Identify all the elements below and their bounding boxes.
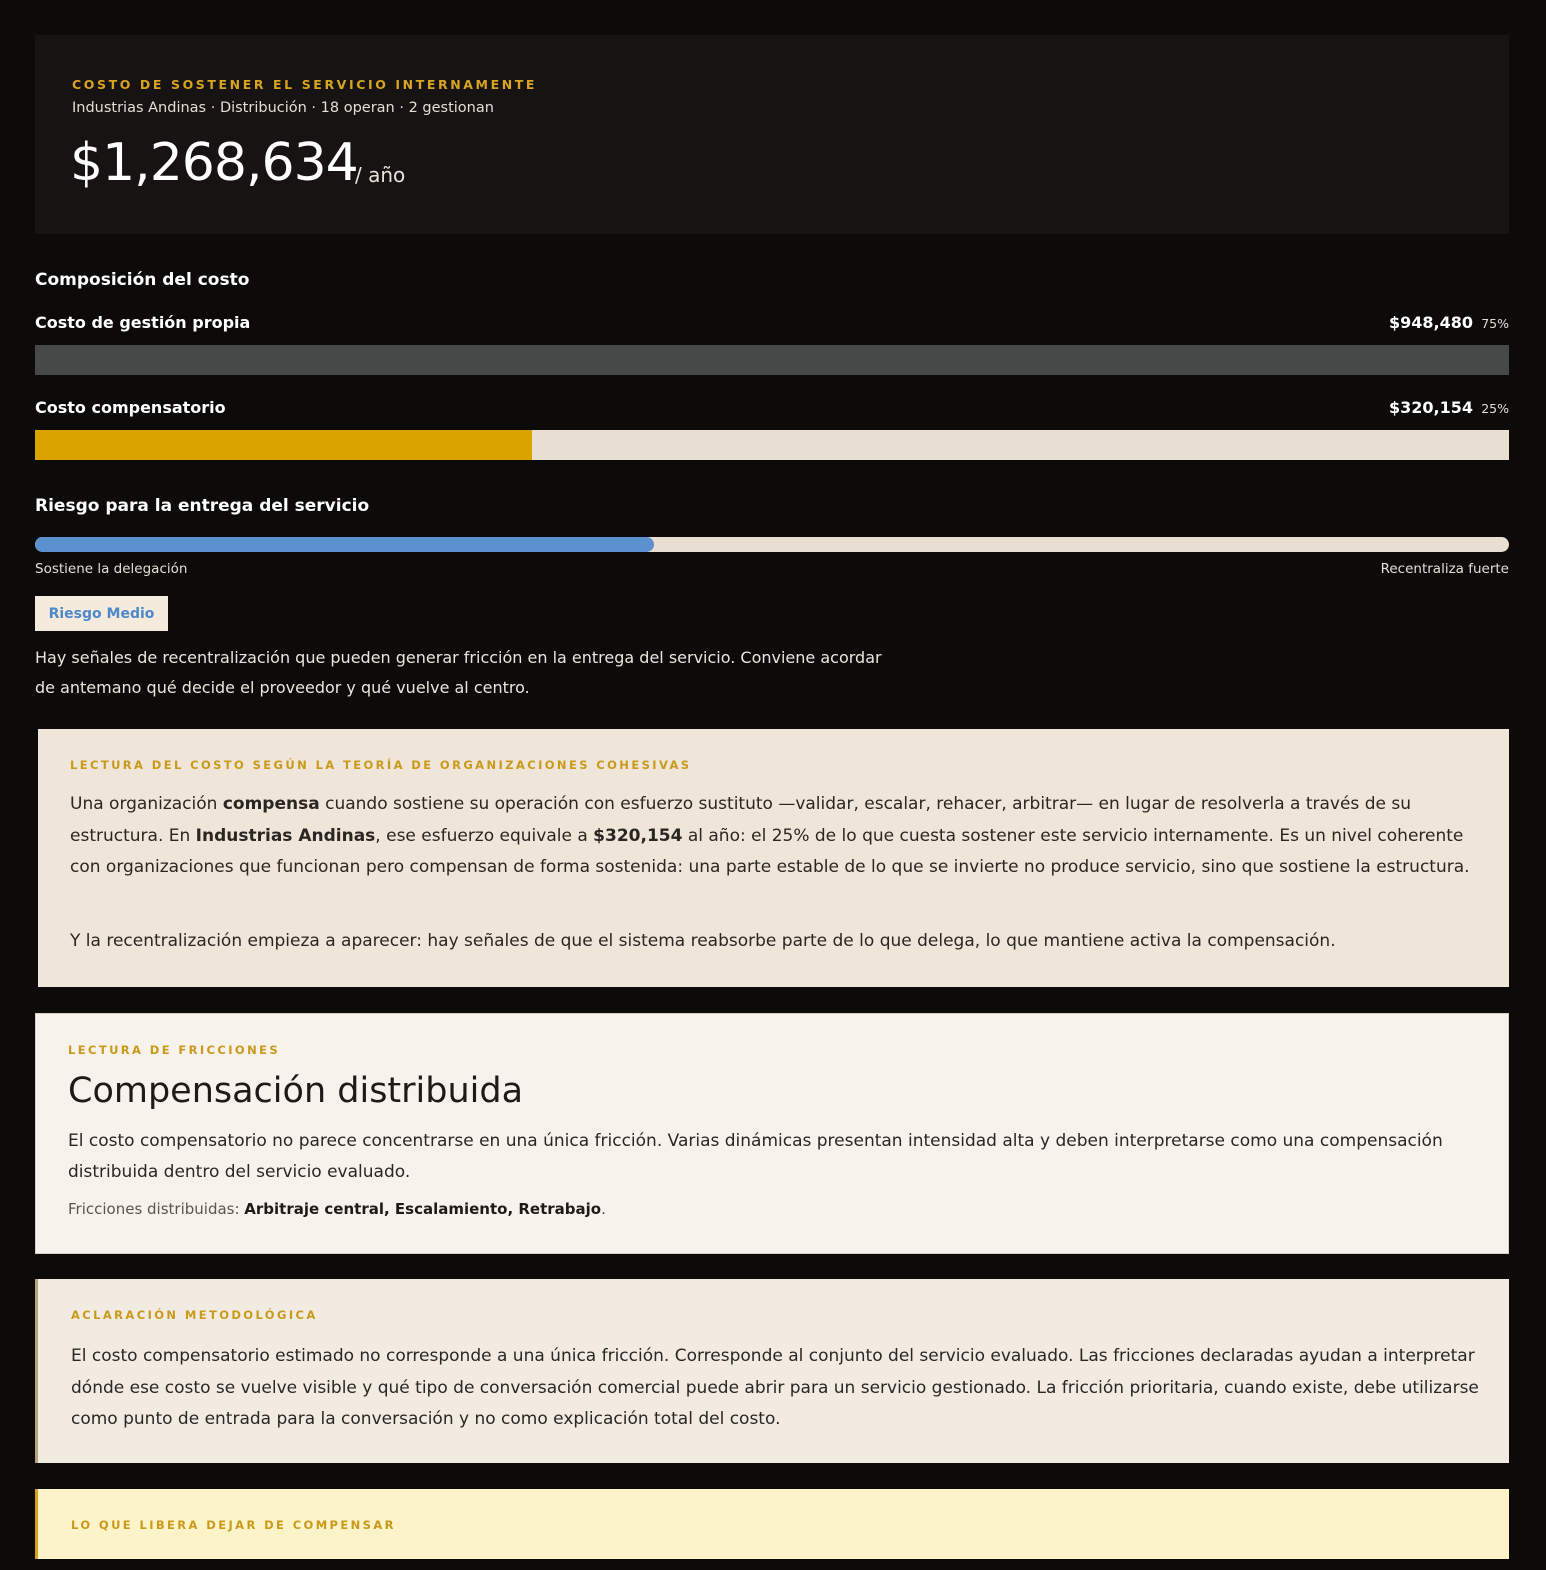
risk-right-label: Recentraliza fuerte [1380,561,1509,577]
frictions-title: Compensación distribuida [68,1071,524,1111]
compensatory-label: Costo compensatorio [35,398,226,417]
total-cost-amount: $1,268,634 [70,133,358,193]
risk-left-label: Sostiene la delegación [35,561,188,577]
frictions-card [35,1013,1509,1254]
methodology-card [35,1279,1509,1463]
methodology-eyebrow: ACLARACIÓN METODOLÓGICA [71,1308,318,1322]
compensatory-pct: 25% [1481,401,1509,416]
own-management-bar-fill [35,345,1509,375]
release-card [35,1489,1509,1559]
cost-summary-card [35,35,1509,234]
frictions-text: El costo compensatorio no parece concentrarse en una única fricción. Varias dinámicas presentan intensidad alta y deben interpretarse como una compensación distribuida dentro del servicio evaluado. [68,1131,1443,1182]
emphasis-amount: $320,154 [593,825,683,846]
emphasis-organization: Industrias Andinas [195,825,376,846]
text-segment: cuando sostiene su operación con esfuerzo sustituto —validar, escalar, rehacer, arbitrar— en lugar de resolverla a través de su estructura. En [70,794,1411,846]
text-segment: al año: el 25% de lo que cuesta sostener este servicio internamente. Es un nivel coherente con organizaciones que funcionan pero compensan de forma sostenida: una parte estable de lo que se invierte no produce servicio, sino que sostiene la estructura. [70,825,1470,877]
compensatory-bar [35,430,1509,460]
text-segment: . [601,1200,606,1218]
frictions-list [68,1200,606,1218]
risk-description: Hay señales de recentralización que pueden generar fricción en la entrega del servicio. Conviene acordar de antemano qué decide el proveedor y qué vuelve al centro. [35,648,882,697]
compensatory-bar-fill [35,430,532,460]
frictions-eyebrow: LECTURA DE FRICCIONES [68,1043,281,1057]
risk-title: Riesgo para la entrega del servicio [35,496,370,516]
compensatory-value: $320,154 [1388,398,1473,417]
text-segment: , ese esfuerzo equivale a [375,825,594,846]
release-eyebrow: LO QUE LIBERA DEJAR DE COMPENSAR [71,1518,396,1532]
summary-eyebrow: COSTO DE SOSTENER EL SERVICIO INTERNAMENTE [72,77,538,92]
risk-meter [35,537,1509,552]
cost-reading-eyebrow: LECTURA DEL COSTO SEGÚN LA TEORÍA DE ORGANIZACIONES COHESIVAS [70,758,692,772]
cost-reading-paragraph [70,789,1475,884]
recentralization-paragraph: Y la recentralización empieza a aparecer: hay señales de que el sistema reabsorbe parte de lo que delega, lo que mantiene activa la compensación. [70,931,1336,951]
risk-meter-fill [35,537,654,552]
methodology-text: El costo compensatorio estimado no corresponde a una única fricción. Corresponde al conjunto del servicio evaluado. Las fricciones declaradas ayudan a interpretar dónde ese costo se vuelve visible y qué tipo de conversación comercial puede abrir para un servicio gestionado. La fricción prioritaria, cuando existe, debe utilizarse como punto de entrada para la conversación y no como explicación total del costo. [71,1346,1479,1429]
own-management-bar [35,345,1509,375]
own-management-pct: 75% [1481,316,1509,331]
emphasis-compensa: compensa [222,794,320,814]
risk-level-badge: Riesgo Medio [35,596,168,631]
text-segment: Una organización [70,794,223,814]
frictions-list-value: Arbitraje central, Escalamiento, Retrabajo [244,1200,602,1218]
composition-title: Composición del costo [35,270,250,290]
own-management-label: Costo de gestión propia [35,313,251,332]
own-management-value: $948,480 [1388,313,1473,332]
organization-subtitle: Industrias Andinas · Distribución · 18 operan · 2 gestionan [72,100,494,116]
frictions-list-label: Fricciones distribuidas: [68,1200,245,1218]
total-cost-period: / año [355,163,406,187]
cost-reading-card [38,729,1509,987]
